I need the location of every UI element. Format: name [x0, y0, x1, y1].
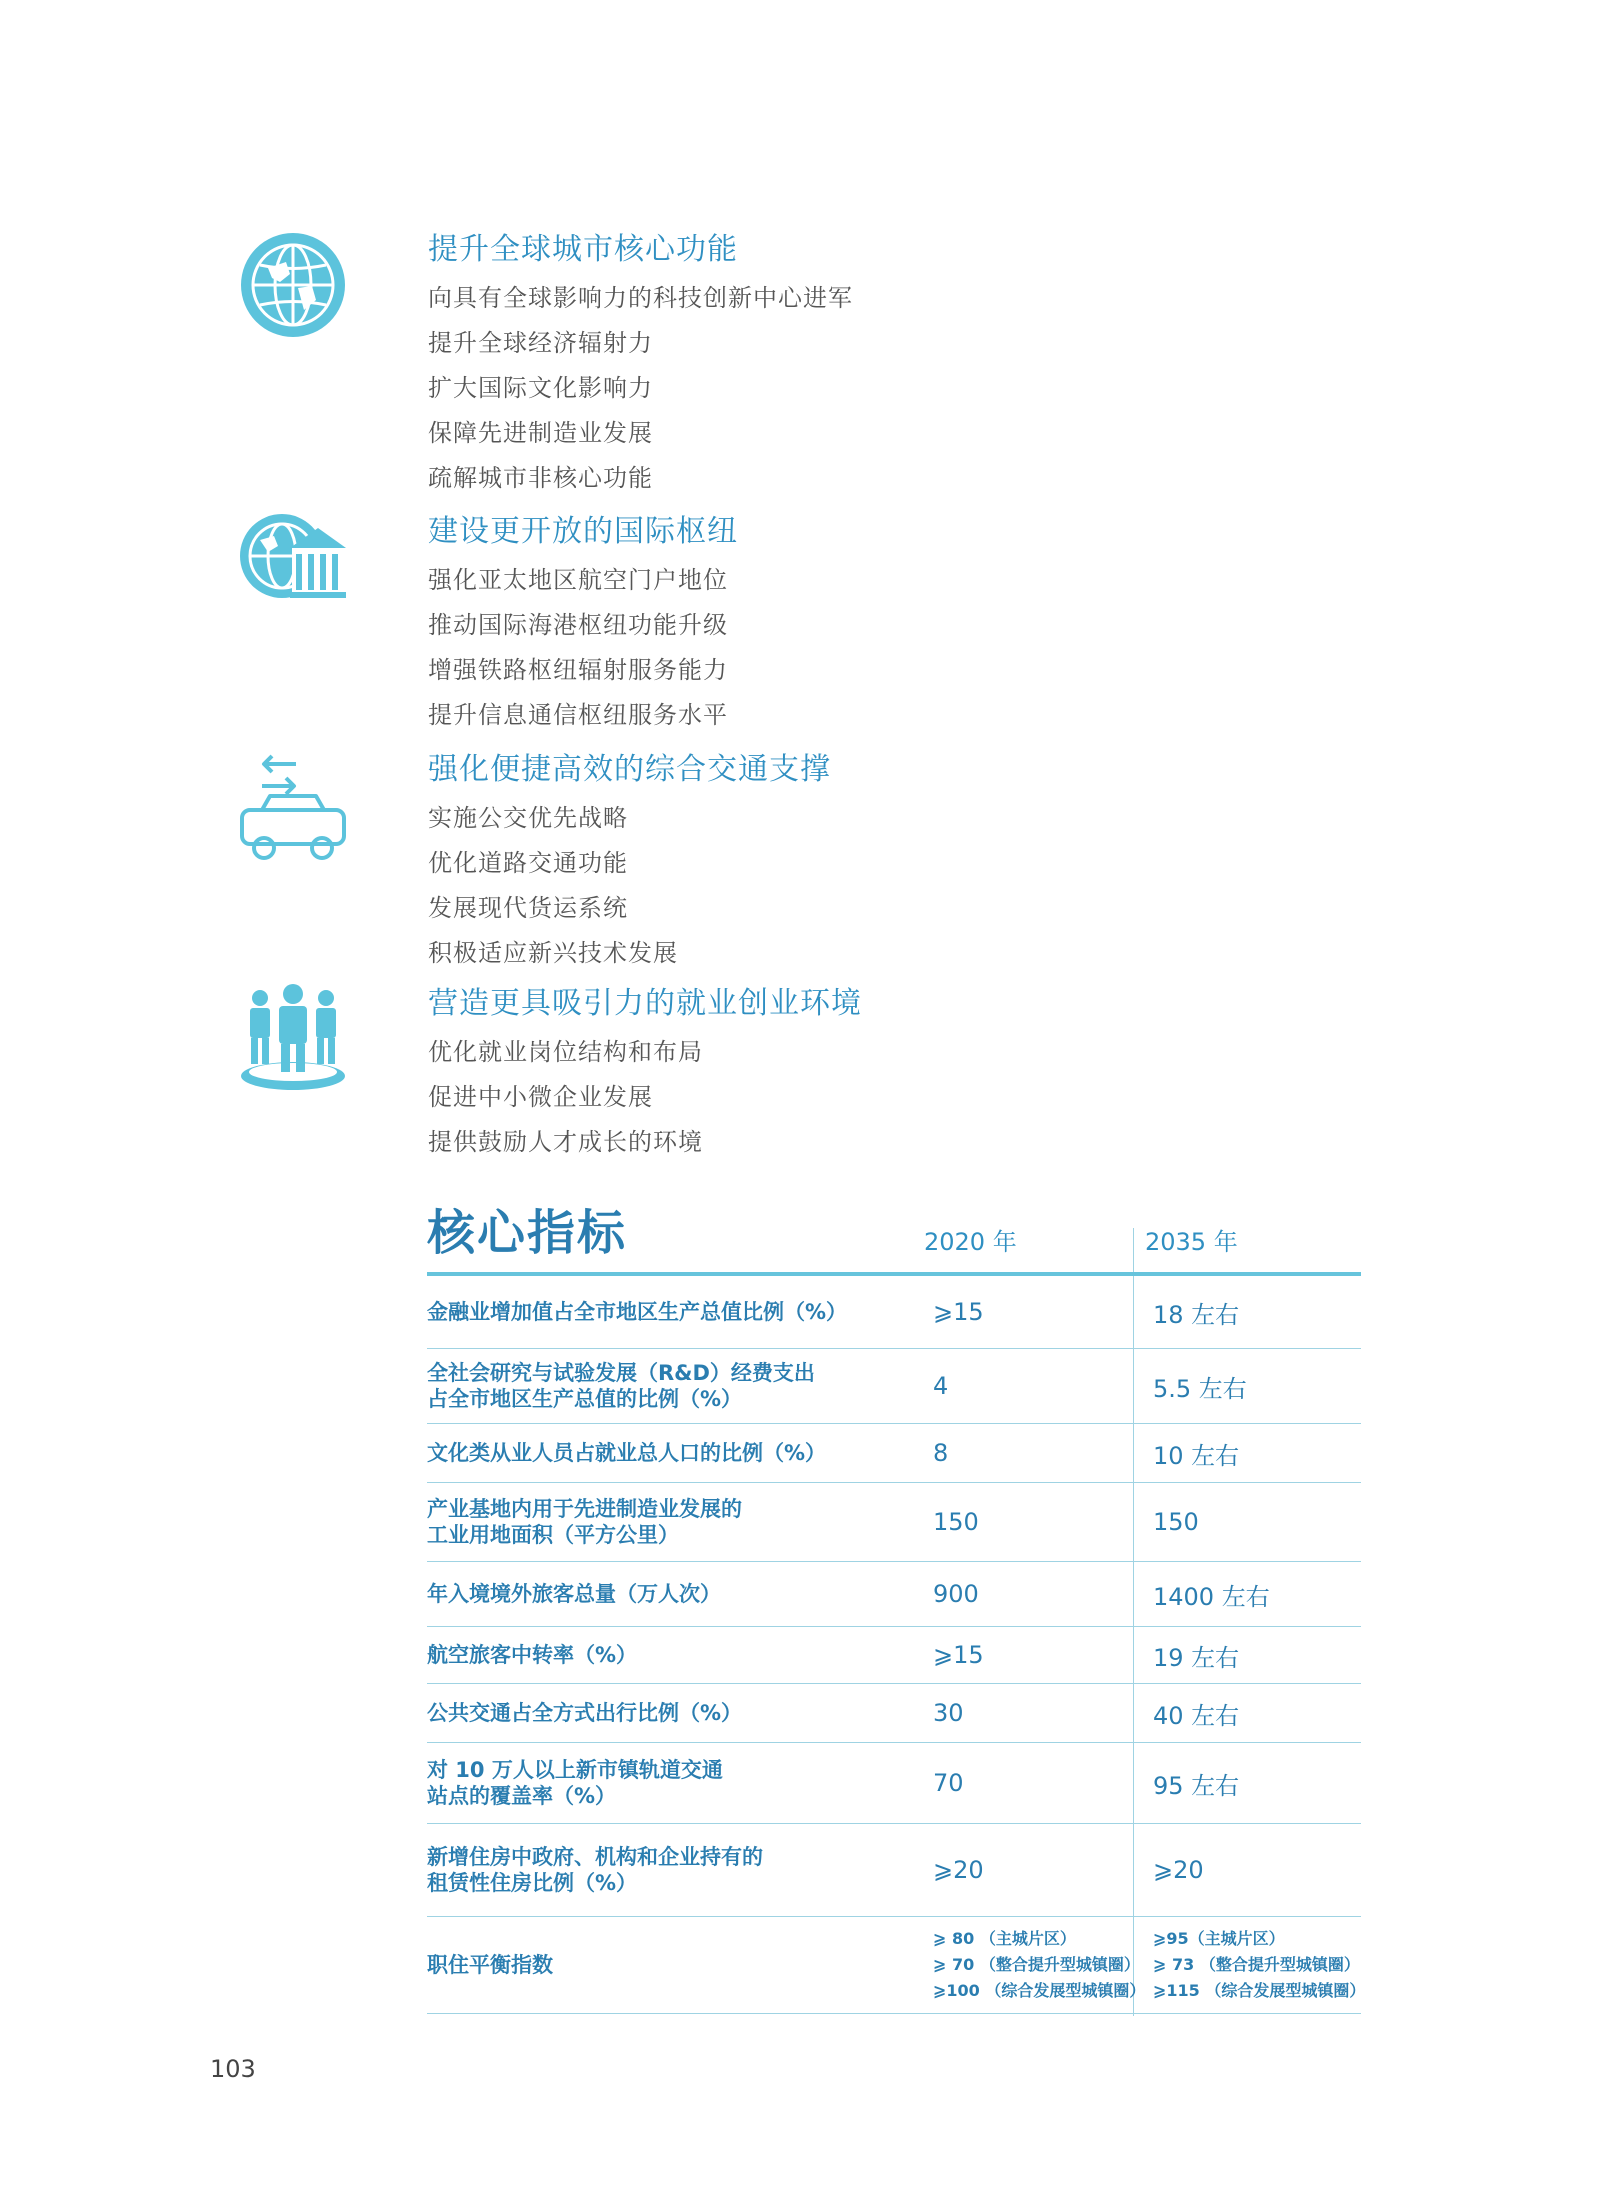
indicator-name: 全社会研究与试验发展（R&D）经费支出 占全市地区生产总值的比例（%） — [427, 1361, 815, 1411]
column-header-2020: 2020 年 — [924, 1228, 1017, 1256]
list-item: 扩大国际文化影响力 — [428, 374, 653, 402]
table-row — [427, 1824, 1361, 1917]
table-row — [427, 1627, 1361, 1684]
value-2020: 30 — [933, 1699, 964, 1727]
globe-icon — [238, 230, 348, 340]
value-2035: 18 左右 — [1153, 1300, 1240, 1329]
table-row — [427, 1483, 1361, 1562]
indicator-name: 文化类从业人员占就业总人口的比例（%） — [427, 1441, 827, 1465]
list-item: 强化亚太地区航空门户地位 — [428, 566, 728, 594]
table-row — [427, 1424, 1361, 1483]
list-item: 疏解城市非核心功能 — [428, 464, 653, 492]
value-2035: 10 左右 — [1153, 1441, 1240, 1470]
list-item: 积极适应新兴技术发展 — [428, 939, 678, 967]
table-row — [427, 1349, 1361, 1424]
list-item: 优化就业岗位结构和布局 — [428, 1038, 703, 1066]
table-row — [427, 1917, 1366, 2014]
value-2020: 8 — [933, 1439, 949, 1467]
value-2020: 150 — [933, 1508, 979, 1536]
list-item: 提升全球经济辐射力 — [428, 329, 653, 357]
value-2035: ⩾95（主城片区） ⩾ 73 （整合提升型城镇圈） ⩾115 （综合发展型城镇圈） — [1153, 1929, 1366, 2000]
indicator-name: 对 10 万人以上新市镇轨道交通 站点的覆盖率（%） — [427, 1758, 723, 1808]
value-2020: ⩾15 — [933, 1641, 984, 1669]
list-item: 实施公交优先战略 — [428, 804, 628, 832]
value-2020: ⩾ 80 （主城片区） ⩾ 70 （整合提升型城镇圈） ⩾100 （综合发展型城镇圈） — [933, 1929, 1146, 2000]
list-item: 提供鼓励人才成长的环境 — [428, 1128, 703, 1156]
indicator-name: 新增住房中政府、机构和企业持有的 租赁性住房比例（%） — [427, 1845, 763, 1895]
value-2020: 70 — [933, 1769, 964, 1797]
table-row — [427, 1276, 1361, 1349]
section-title: 提升全球城市核心功能 — [428, 232, 738, 267]
value-2035: 5.5 左右 — [1153, 1374, 1247, 1403]
indicator-name: 职住平衡指数 — [427, 1953, 553, 1977]
list-item: 保障先进制造业发展 — [428, 419, 653, 447]
value-2035: 1400 左右 — [1153, 1582, 1270, 1611]
section-title: 强化便捷高效的综合交通支撑 — [428, 752, 831, 787]
table-row — [427, 1684, 1361, 1743]
table-row — [427, 1562, 1361, 1627]
globe-building-icon — [238, 512, 348, 622]
value-2020: ⩾15 — [933, 1298, 984, 1326]
indicator-name: 金融业增加值占全市地区生产总值比例（%） — [427, 1300, 848, 1324]
value-2035: 150 — [1153, 1508, 1199, 1536]
page-number: 103 — [210, 2055, 256, 2083]
column-header-2035: 2035 年 — [1145, 1228, 1238, 1256]
car-arrows-icon — [238, 750, 348, 860]
core-indicators-title: 核心指标 — [427, 1205, 628, 1261]
list-item: 优化道路交通功能 — [428, 849, 628, 877]
people-icon — [238, 984, 348, 1094]
list-item: 发展现代货运系统 — [428, 894, 628, 922]
list-item: 增强铁路枢纽辐射服务能力 — [428, 656, 728, 684]
list-item: 向具有全球影响力的科技创新中心进军 — [428, 284, 853, 312]
indicator-name: 航空旅客中转率（%） — [427, 1643, 638, 1667]
value-2035: 19 左右 — [1153, 1643, 1240, 1672]
value-2020: 4 — [933, 1372, 949, 1400]
section-title: 营造更具吸引力的就业创业环境 — [428, 986, 862, 1021]
indicator-name: 公共交通占全方式出行比例（%） — [427, 1701, 743, 1725]
indicator-name: 年入境境外旅客总量（万人次） — [427, 1582, 721, 1606]
value-2020: ⩾20 — [933, 1856, 984, 1884]
value-2035: 40 左右 — [1153, 1701, 1240, 1730]
value-2035: ⩾20 — [1153, 1856, 1204, 1884]
table-row — [427, 1743, 1361, 1824]
list-item: 提升信息通信枢纽服务水平 — [428, 701, 728, 729]
value-2020: 900 — [933, 1580, 979, 1608]
indicator-name: 产业基地内用于先进制造业发展的 工业用地面积（平方公里） — [427, 1497, 742, 1547]
list-item: 促进中小微企业发展 — [428, 1083, 653, 1111]
value-2035: 95 左右 — [1153, 1771, 1240, 1800]
section-title: 建设更开放的国际枢纽 — [428, 514, 738, 549]
list-item: 推动国际海港枢纽功能升级 — [428, 611, 728, 639]
